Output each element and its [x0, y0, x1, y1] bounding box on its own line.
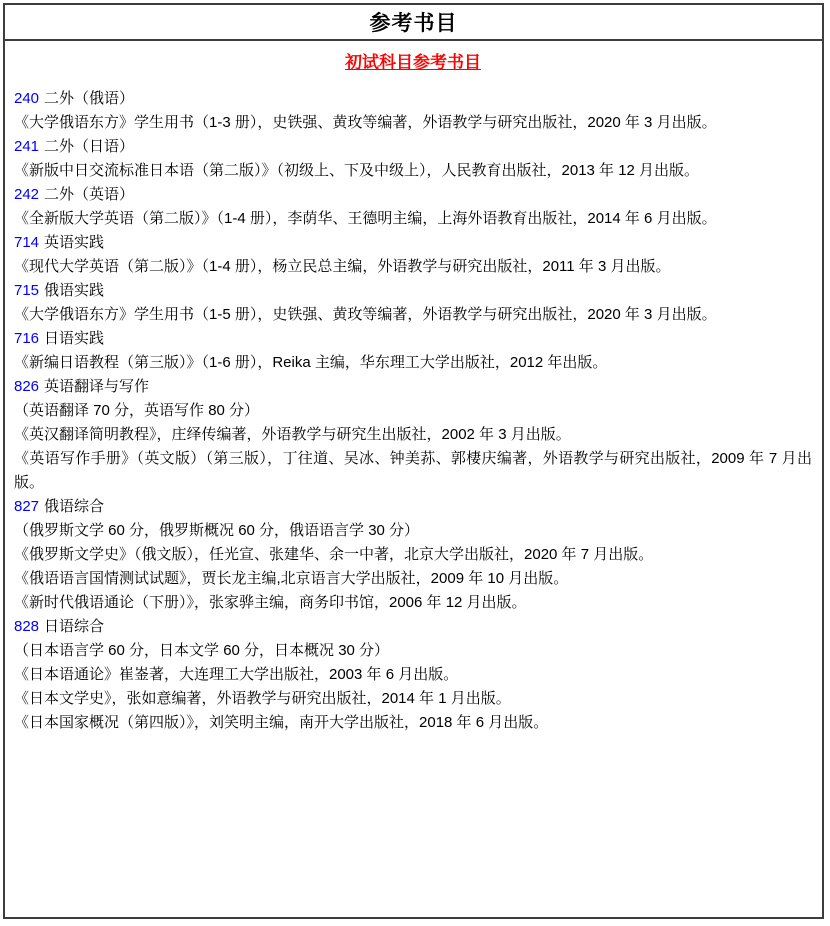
title-row	[5, 5, 822, 41]
book-entry: 《日本文学史》，张如意编著，外语教学与研究出版社，2014 年 1 月出版。	[14, 690, 511, 707]
course-code: 715	[14, 282, 40, 299]
book-entry: 《新时代俄语通论（下册）》，张家骅主编，商务印书馆，2006 年 12 月出版。	[14, 594, 527, 611]
course-heading	[14, 231, 812, 255]
course-name: 英语翻译与写作	[44, 378, 150, 395]
course-section	[14, 231, 812, 279]
course-name: 二外（英语）	[44, 186, 135, 203]
book-entry: 《英语写作手册》（英文版）（第三版），丁往道、吴冰、钟美荪、郭棲庆编著，外语教学与研究出版社，2009 年 7 月出版。	[14, 450, 812, 491]
course-heading	[14, 87, 812, 111]
course-name: 俄语综合	[44, 498, 105, 515]
course-section	[14, 87, 812, 135]
course-name: 二外（俄语）	[44, 90, 135, 107]
course-name: 俄语实践	[44, 282, 105, 299]
course-code: 241	[14, 138, 40, 155]
book-entry: 《全新版大学英语（第二版）》（1-4 册），李荫华、王德明主编，上海外语教育出版社，2014 年 6 月出版。	[14, 210, 717, 227]
course-name: 日语实践	[44, 330, 105, 347]
book-entry: 《日本国家概况（第四版）》，刘笑明主编，南开大学出版社，2018 年 6 月出版。	[14, 714, 549, 731]
course-section	[14, 327, 812, 375]
book-entry: 《新编日语教程（第三版）》（1-6 册），Reika 主编，华东理工大学出版社，2012 年出版。	[14, 354, 608, 371]
course-code: 714	[14, 234, 40, 251]
course-heading	[14, 495, 812, 519]
course-name: 日语综合	[44, 618, 105, 635]
book-entry: 《英汉翻译简明教程》，庄绎传编著，外语教学与研究生出版社，2002 年 3 月出版。	[14, 426, 571, 443]
book-entry: 《大学俄语东方》学生用书（1-3 册），史铁强、黄玫等编著，外语教学与研究出版社，2020 年 3 月出版。	[14, 114, 717, 131]
course-code: 826	[14, 378, 40, 395]
content-area	[5, 41, 822, 735]
course-heading	[14, 375, 812, 399]
course-name: 英语实践	[44, 234, 105, 251]
course-heading	[14, 615, 812, 639]
section-subtitle: 初试科目参考书目	[345, 53, 481, 72]
course-heading	[14, 183, 812, 207]
course-section	[14, 135, 812, 183]
book-entry: 《俄罗斯文学史》（俄文版），任光宣、张建华、余一中著，北京大学出版社，2020 年 7 月出版。	[14, 546, 654, 563]
course-heading	[14, 135, 812, 159]
book-entry: （俄罗斯文学 60 分，俄罗斯概况 60 分，俄语语言学 30 分）	[14, 522, 420, 539]
page-frame	[3, 3, 824, 919]
book-entry: 《新版中日交流标准日本语（第二版）》（初级上、下及中级上），人民教育出版社，2013 年 12 月出版。	[14, 162, 700, 179]
course-section	[14, 615, 812, 735]
course-code: 242	[14, 186, 40, 203]
course-section	[14, 495, 812, 615]
page-title: 参考书目	[369, 12, 458, 35]
course-heading	[14, 279, 812, 303]
book-entry: 《现代大学英语（第二版）》（1-4 册），杨立民总主编，外语教学与研究出版社，2011 年 3 月出版。	[14, 258, 671, 275]
course-code: 716	[14, 330, 40, 347]
course-section	[14, 183, 812, 231]
course-code: 827	[14, 498, 40, 515]
course-code: 240	[14, 90, 40, 107]
course-section	[14, 375, 812, 495]
book-entry: 《日本语通论》崔崟著，大连理工大学出版社，2003 年 6 月出版。	[14, 666, 459, 683]
course-name: 二外（日语）	[44, 138, 135, 155]
book-entry: 《大学俄语东方》学生用书（1-5 册），史铁强、黄玫等编著，外语教学与研究出版社，2020 年 3 月出版。	[14, 306, 717, 323]
course-code: 828	[14, 618, 40, 635]
sections	[14, 87, 812, 735]
book-entry: 《俄语语言国情测试试题》，贾长龙主编,北京语言大学出版社，2009 年 10 月出版。	[14, 570, 569, 587]
course-section	[14, 279, 812, 327]
book-entry: （日本语言学 60 分，日本文学 60 分，日本概况 30 分）	[14, 642, 390, 659]
book-entry: （英语翻译 70 分，英语写作 80 分）	[14, 402, 260, 419]
course-heading	[14, 327, 812, 351]
